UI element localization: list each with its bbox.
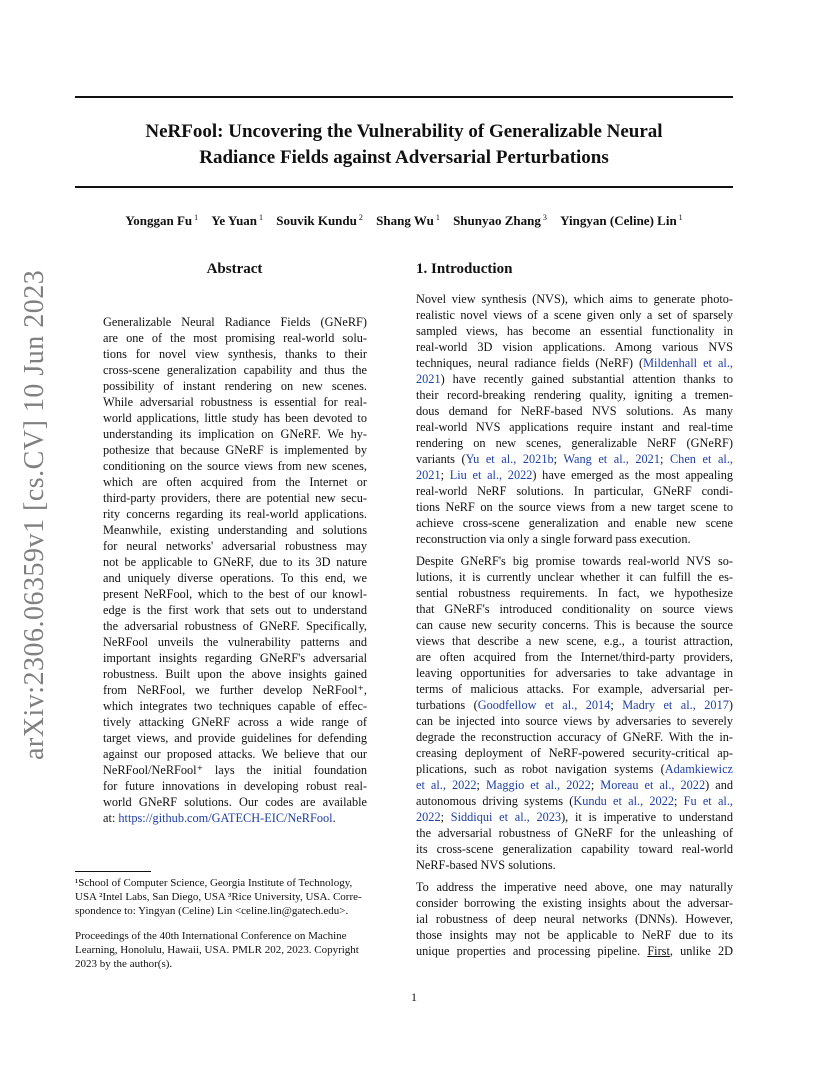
abstract-line: tions for novel view synthesis, thanks to their: [103, 347, 367, 361]
proceedings-line: 2023 by the author(s).: [75, 958, 173, 970]
text-line: those insights may not be applicable to NeRF due to its: [416, 928, 733, 942]
abstract-line: Generalizable Neural Radiance Fields (GNeRF): [103, 315, 367, 329]
text-line: rendering on new scenes, generalizable NeRF (GNeRF): [416, 436, 733, 450]
bottom-rule: [75, 186, 733, 188]
text-line: their record-breaking rendering quality, igniting a tremen-: [416, 388, 733, 402]
abstract-heading: Abstract: [206, 261, 263, 277]
citation-link[interactable]: Fu et al.,: [683, 794, 733, 808]
text-line: real-world NeRF solutions. In particular, GNeRF condi-: [416, 484, 733, 498]
text-line: turbations (Goodfellow et al., 2014; Madry et al., 2017): [416, 698, 733, 712]
author: Yonggan Fu $^1$: [125, 213, 199, 229]
code-link[interactable]: https://github.com/GATECH-EIC/NeRFool: [118, 811, 333, 825]
abstract-line: not be applicable to GNeRF, due to its 3D nature: [103, 555, 367, 569]
text-line: dous demand for NeRF-based NVS solutions. As many: [416, 404, 733, 418]
text-line: are often acquired from the Internet/third-party providers,: [416, 650, 733, 664]
text-line: NeRF-based NVS solutions.: [416, 858, 556, 872]
text-line: 2021; Liu et al., 2022) have emerged as the most appealing: [416, 468, 733, 482]
abstract-line: pothesize that because GNeRF is implemented by: [103, 443, 367, 457]
author-list: [75, 213, 733, 229]
text-line: lutions, it is currently unclear whether it can fulfill the es-: [416, 570, 733, 584]
footnote-rule: [75, 871, 151, 872]
abstract-line: possibility of instant rendering on new scenes.: [103, 379, 367, 393]
citation-link[interactable]: Moreau et al., 2022: [600, 778, 706, 792]
text-line: reconstruction via only a single forward pass execution.: [416, 532, 691, 546]
citation-link[interactable]: Kundu et al., 2022: [573, 794, 674, 808]
abstract-line: against our proposed attacks. We believe that our: [103, 747, 367, 761]
text-line: terms of malicious attacks. For example, adversarial per-: [416, 682, 733, 696]
abstract-line: for future innovations in developing robust real-: [103, 779, 367, 793]
proceedings-note: [75, 929, 391, 971]
abstract-line: understanding its implication on GNeRF. We hy-: [103, 427, 367, 441]
text-line: sential robustness requirements. In fact, we hypothesize: [416, 586, 733, 600]
abstract-line: While adversarial robustness is essential for real-: [103, 395, 367, 409]
citation-link[interactable]: et al., 2022: [416, 778, 477, 792]
text-line: leaving opportunities for adversaries to take advantage in: [416, 666, 733, 680]
abstract-line: the adversarial robustness of GNeRF. Specifically,: [103, 619, 367, 633]
citation-link[interactable]: Liu et al., 2022: [449, 468, 533, 482]
abstract-line: rity concerns regarding its real-world applications.: [103, 507, 367, 521]
text-line: degrade the reconstruction accuracy of GNeRF. With the in-: [416, 730, 733, 744]
abstract-line: third-party providers, there are potential new secu-: [103, 491, 367, 505]
citation-link[interactable]: Madry et al., 2017: [622, 698, 729, 712]
text-line: unique properties and processing pipeline. First, unlike 2D: [416, 944, 733, 958]
citation-link[interactable]: 2021: [416, 468, 441, 482]
author: Shang Wu $^1$: [376, 213, 440, 229]
text-line: consider borrowing the existing insights about the adversar-: [416, 896, 733, 910]
author: Souvik Kundu $^2$: [276, 213, 363, 229]
abstract-line: NeRFool unveils the vulnerability patterns and: [103, 635, 367, 649]
intro-paragraph-3: [416, 879, 733, 959]
citation-link[interactable]: 2021: [416, 372, 441, 386]
title-line-2: Radiance Fields against Adversarial Perturbations: [199, 147, 609, 168]
text-line: 2021) have recently gained substantial attention thanks to: [416, 372, 733, 386]
text-line: autonomous driving systems (Kundu et al., 2022; Fu et al.,: [416, 794, 733, 808]
text-line: creasing deployment of NeRF-powered security-critical ap-: [416, 746, 733, 760]
abstract-line: tively attacking GNeRF across a wide range of: [103, 715, 367, 729]
abstract-line: NeRFool/NeRFool⁺ lays the initial foundation: [103, 763, 367, 777]
footnote-line: USA ²Intel Labs, San Diego, USA ³Rice University, USA. Corre-: [75, 891, 362, 903]
citation-link[interactable]: Yu et al., 2021b: [465, 452, 554, 466]
citation-link[interactable]: Mildenhall et al.,: [643, 356, 733, 370]
text-line: realistic novel views of a scene given only a set of sparsely: [416, 308, 733, 322]
abstract-line: present NeRFool, which to the best of our knowl-: [103, 587, 367, 601]
abstract-line: target views, and provide guidelines for defending: [103, 731, 367, 745]
top-rule: [75, 96, 733, 98]
text-line: To address the imperative need above, one may naturally: [416, 880, 733, 894]
title-line-1: NeRFool: Uncovering the Vulnerability of Generalizable Neural: [145, 121, 663, 142]
text-line: Despite GNeRF's big promise towards real-world NVS so-: [416, 554, 733, 568]
citation-link[interactable]: Goodfellow et al., 2014: [477, 698, 611, 712]
text-line: its cross-scene generalization capability toward real-world: [416, 842, 733, 856]
abstract-line: are one of the most promising real-world solu-: [103, 331, 367, 345]
affiliations-footnote: [75, 876, 391, 918]
citation-link[interactable]: 2022: [416, 810, 441, 824]
text-line: the adversarial robustness of GNeRF for the unleashing of: [416, 826, 733, 840]
abstract-line: world GNeRF solutions. Our codes are available: [103, 795, 367, 809]
text-line: techniques, neural radiance fields (NeRF) (Mildenhall et al.,: [416, 356, 733, 370]
citation-link[interactable]: Siddiqui et al., 2023: [450, 810, 562, 824]
abstract-line: important insights regarding GNeRF's adversarial: [103, 651, 367, 665]
author: Ye Yuan $^1$: [211, 213, 264, 229]
abstract-line: which integrates two techniques capable of effec-: [103, 699, 367, 713]
abstract-line: world applications, little study has been devoted to: [103, 411, 367, 425]
citation-link[interactable]: Maggio et al., 2022: [486, 778, 591, 792]
proceedings-line: Proceedings of the 40th International Conference on Machine: [75, 930, 347, 942]
abstract-line: and uniquely diverse operations. To this end, we: [103, 571, 367, 585]
intro-paragraph-2: [416, 553, 733, 873]
text-line: ial robustness of deep neural networks (DNNs). However,: [416, 912, 733, 926]
abstract-last-line: at: https://github.com/GATECH-EIC/NeRFool.: [103, 811, 336, 825]
abstract-line: cross-scene generalization capability and thus the: [103, 363, 367, 377]
paper-title: [75, 119, 733, 171]
citation-link[interactable]: Adamkiewicz: [664, 762, 733, 776]
abstract-line: robustness. Built upon the above insights gained: [103, 667, 367, 681]
intro-paragraph-1: [416, 291, 733, 547]
proceedings-line: Learning, Honolulu, Hawaii, USA. PMLR 202, 2023. Copyright: [75, 944, 359, 956]
text-line: variants (Yu et al., 2021b; Wang et al., 2021; Chen et al.,: [416, 452, 733, 466]
text-line: tions NeRF on the source views from a new target scene to: [416, 500, 733, 514]
section-heading-introduction: 1. Introduction: [416, 261, 513, 277]
text-line: that GNeRF's introduced conditionality on source views: [416, 602, 733, 616]
text-line: views that describe a new scene, e.g., a tourist attraction,: [416, 634, 733, 648]
introduction-body: [416, 291, 733, 965]
text-line: achieve cross-scene generalization and enable new scene: [416, 516, 733, 530]
author: Shunyao Zhang $^3$: [453, 213, 547, 229]
abstract-line: which are often acquired from the Internet or: [103, 475, 367, 489]
author: Yingyan (Celine) Lin $^1$: [560, 213, 683, 229]
abstract-line: from NeRFool, we further develop NeRFool⁺,: [103, 683, 367, 697]
text-line: plications, such as robot navigation systems (Adamkiewicz: [416, 762, 733, 776]
abstract-body: [103, 314, 367, 826]
text-line: can be injected into source views by adversaries to severely: [416, 714, 733, 728]
citation-link[interactable]: Chen et al.,: [669, 452, 733, 466]
abstract-line: Meanwhile, existing understanding and solutions: [103, 523, 367, 537]
arxiv-stamp: arXiv:2306.06359v1 [cs.CV] 10 Jun 2023: [19, 269, 50, 760]
text-line: can cause new security concerns. This is because the source: [416, 618, 733, 632]
abstract-line: edge is the first work that sets out to understand: [103, 603, 367, 617]
abstract-line: for neural networks' adversarial robustness may: [103, 539, 367, 553]
text-line: 2022; Siddiqui et al., 2023), it is imperative to understand: [416, 810, 733, 824]
text-line: Novel view synthesis (NVS), which aims to generate photo-: [416, 292, 733, 306]
text-line: sampled views, has become an essential functionality in: [416, 324, 733, 338]
footnote-line: ¹School of Computer Science, Georgia Institute of Technology,: [75, 877, 353, 889]
abstract-line: conditioning on the source views from new scenes,: [103, 459, 367, 473]
page-number: 1: [411, 990, 417, 1004]
text-line: et al., 2022; Maggio et al., 2022; Moreau et al., 2022) and: [416, 778, 733, 792]
text-line: real-world 3D vision applications. Among various NVS: [416, 340, 733, 354]
text-line: real-world NVS applications require instant and real-time: [416, 420, 733, 434]
footnote-line: spondence to: Yingyan (Celine) Lin <celine.lin@gatech.edu>.: [75, 905, 349, 917]
citation-link[interactable]: Wang et al., 2021: [563, 452, 660, 466]
